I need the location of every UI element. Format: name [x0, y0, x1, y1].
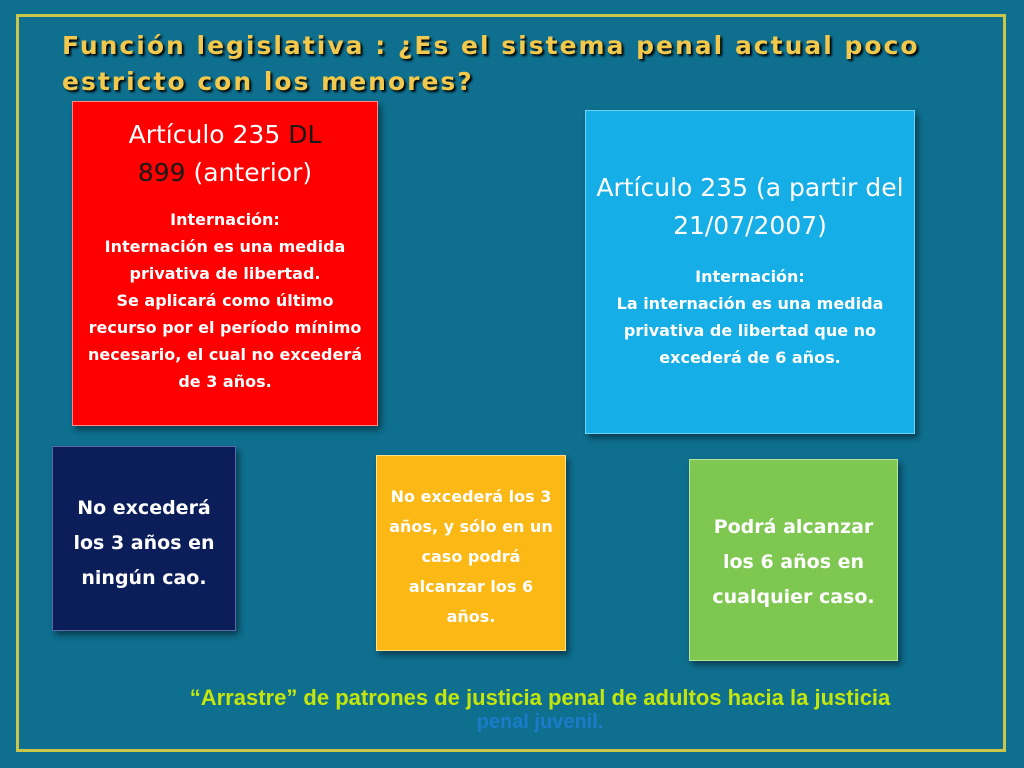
box-cyan-label: Internación: — [695, 267, 805, 286]
box-red-line2: Se aplicará como último recurso por el período mínimo necesario, el cual no excederá de 3 años. — [88, 291, 362, 391]
box-yellow-note — [376, 455, 566, 651]
slide-title: Función legislativa : ¿Es el sistema penal actual poco estricto con los menores? — [62, 31, 920, 96]
heading-part1: Artículo 235 — [128, 120, 289, 149]
box-red-body — [83, 206, 367, 395]
box-cyan-body — [594, 263, 906, 371]
box-cyan-heading: Artículo 235 (a partir del 21/07/2007) — [596, 173, 904, 240]
box-cyan-text: La internación es una medida privativa de libertad que no excederá de 6 años. — [616, 294, 884, 367]
box-article-235-current — [585, 110, 915, 434]
box-navy-note — [52, 446, 236, 631]
box-article-235-previous — [72, 101, 378, 426]
box-green-note — [689, 459, 898, 661]
heading-part2: (anterior) — [185, 158, 313, 187]
box-yellow-text: No excederá los 3 años, y sólo en un caso podrá alcanzar los 6 años. — [389, 487, 553, 626]
footer-line2: penal juvenil. — [476, 711, 604, 733]
heading-highlight-dl: DL — [288, 120, 322, 149]
box-navy-text: No excederá los 3 años en ningún cao. — [73, 497, 215, 589]
box-red-label: Internación: — [170, 210, 280, 229]
box-green-text: Podrá alcanzar los 6 años en cualquier caso. — [712, 516, 875, 608]
footer-line1: “Arrastre” de patrones de justicia penal de adultos hacia la justicia — [189, 685, 891, 710]
box-red-line1: Internación es una medida privativa de libertad. — [104, 237, 346, 283]
heading-highlight-899: 899 — [137, 158, 186, 187]
box-red-heading — [83, 116, 367, 192]
